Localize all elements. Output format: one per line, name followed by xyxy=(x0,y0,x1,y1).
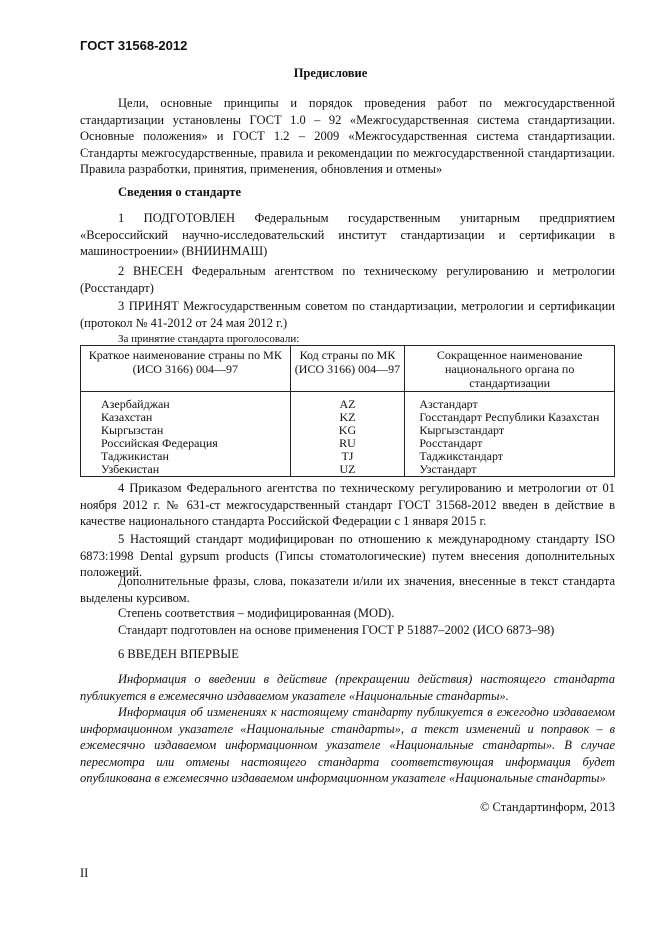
info-introduction: Информация о введении в действие (прекращении действия) настоящего стандарта публикуется в ежемесячно издаваемом указателе «Национальные стандарты». xyxy=(80,672,615,703)
info-block xyxy=(80,671,615,787)
vote-caption: За принятие стандарта проголосовали: xyxy=(118,333,300,345)
item-2-block xyxy=(80,263,615,296)
country-cell: Российская Федерация xyxy=(81,437,291,450)
item-3: 3 ПРИНЯТ Межгосударственным советом по стандартизации, метрологии и сертификации (протокол № 41-2012 от 24 мая 2012 г.) xyxy=(80,299,615,330)
copyright: © Стандартинформ, 2013 xyxy=(479,800,615,814)
intro-paragraph: Цели, основные принципы и порядок проведения работ по межгосударственной стандартизации установлены ГОСТ 1.0 – 92 «Межгосударственная система стандартизации. Основные положения» и ГОСТ 1.2 – 2009 «Межгосударственная система стандартизации. Стандарты межгосударственные, правила и рекомендации по межгосударственной стандартизации. Правила разработки, принятия, применения, обновления и отмены» xyxy=(80,96,615,176)
section-title: Сведения о стандарте xyxy=(118,185,242,199)
code-cell: UZ xyxy=(290,463,405,477)
item-2: 2 ВНЕСЕН Федеральным агентством по техническому регулированию и метрологии (Росстандарт) xyxy=(80,264,615,295)
body-cell: Таджикстандарт xyxy=(405,450,615,463)
header-country: Краткое наименование страны по МК (ИСО 3166) 004—97 xyxy=(81,346,291,392)
table-row xyxy=(81,392,615,412)
intro-block xyxy=(80,95,615,178)
page-number: II xyxy=(80,866,89,880)
body-cell: Узстандарт xyxy=(405,463,615,477)
body-cell: Кыргызстандарт xyxy=(405,424,615,437)
item-3-block xyxy=(80,298,615,331)
page-title: Предисловие xyxy=(293,66,368,80)
country-cell: Узбекистан xyxy=(81,463,291,477)
country-cell: Казахстан xyxy=(81,411,291,424)
body-cell: Росстандарт xyxy=(405,437,615,450)
conformity-note: Степень соответствия – модифицированная (MOD). xyxy=(118,606,395,620)
item-1-block xyxy=(80,210,615,260)
header-body: Сокращенное наименование национального органа по стандартизации xyxy=(405,346,615,392)
item-6: 6 ВВЕДЕН ВПЕРВЫЕ xyxy=(118,647,239,661)
country-cell: Азербайджан xyxy=(81,392,291,412)
item-1: 1 ПОДГОТОВЛЕН Федеральным государственным унитарным предприятием «Всероссийский научно-исследовательский институт стандартизации и сертификации в машиностроении» (ВНИИНМАШ) xyxy=(80,211,615,258)
additional-note: Дополнительные фразы, слова, показатели и/или их значения, внесенные в текст стандарта выделены курсивом. xyxy=(80,574,615,605)
additional-block xyxy=(80,573,615,606)
voting-table xyxy=(80,345,615,477)
info-changes: Информация об изменениях к настоящему стандарту публикуется в ежегодно издаваемом информационном указателе «Национальные стандарты», а текст изменений и поправок – в ежемесячно издаваемом информационном указателе «Национальные стандарты». В случае пересмотра или отмены настоящего стандарта соответствующая информация будет опубликована в ежемесячно издаваемом информационном указателе «Национальные стандарты» xyxy=(80,705,615,785)
document-header: ГОСТ 31568-2012 xyxy=(80,38,188,53)
code-cell: KG xyxy=(290,424,405,437)
country-cell: Таджикистан xyxy=(81,450,291,463)
item-4-block xyxy=(80,480,615,530)
code-cell: TJ xyxy=(290,450,405,463)
code-cell: KZ xyxy=(290,411,405,424)
header-code: Код страны по МК (ИСО 3166) 004—97 xyxy=(290,346,405,392)
country-cell: Кыргызстан xyxy=(81,424,291,437)
conformity-block xyxy=(80,605,615,638)
item-5: 5 Настоящий стандарт модифицирован по отношению к международному стандарту ISO 6873:1998 Dental gypsum products (Гипсы стоматологические) путем внесения дополнительных положений. xyxy=(80,532,615,579)
item-4: 4 Приказом Федерального агентства по техническому регулированию и метрологии от 01 ноября 2012 г. № 631-ст межгосударственный стандарт ГОСТ 31568-2012 введен в действие в качестве национального стандарта Российской Федерации с 1 января 2015 г. xyxy=(80,481,615,528)
item-6-block xyxy=(80,646,615,663)
body-cell: Госстандарт Республики Казахстан xyxy=(405,411,615,424)
basis-note: Стандарт подготовлен на основе применения ГОСТ Р 51887–2002 (ИСО 6873–98) xyxy=(118,622,555,637)
code-cell: RU xyxy=(290,437,405,450)
table-row xyxy=(81,463,615,477)
code-cell: AZ xyxy=(290,392,405,412)
table-header-row xyxy=(81,346,615,392)
body-cell: Азстандарт xyxy=(405,392,615,412)
